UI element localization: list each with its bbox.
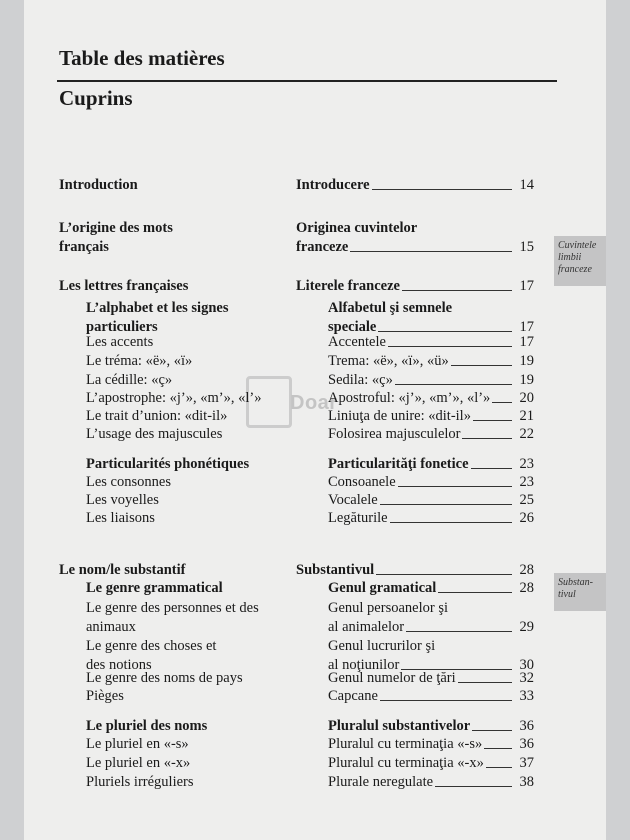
- toc-entry-ro-line[interactable]: [328, 688, 534, 705]
- toc-entry-fr: Le pluriel en «-s»: [86, 736, 189, 752]
- toc-entry-ro-text: Vocalele: [328, 492, 378, 508]
- toc-entry-ro-line[interactable]: [328, 492, 534, 509]
- leader-line: [473, 419, 512, 421]
- leader-line: [472, 729, 512, 731]
- toc-entry-ro-text: Folosirea majusculelor: [328, 426, 461, 442]
- toc-entry-ro-text: Sedila: «ç»: [328, 372, 393, 388]
- toc-entry-ro-line[interactable]: [328, 372, 534, 389]
- toc-entry-ro-text: al noţiunilor: [328, 657, 400, 673]
- side-tab-line: Substan-: [558, 577, 593, 588]
- toc-entry-fr: Le trait d’union: «dit-il»: [86, 408, 228, 424]
- leader-line: [451, 364, 512, 366]
- toc-entry-ro-line[interactable]: [296, 177, 534, 194]
- page-number: 29: [519, 619, 534, 635]
- toc-entry-ro-text: Trema: «ë», «ï», «ü»: [328, 353, 449, 369]
- toc-row: [0, 510, 630, 530]
- watermark-text: Doar: [290, 392, 338, 414]
- toc-entry-ro-line[interactable]: [328, 755, 534, 772]
- toc-entry-fr: Le tréma: «ë», «ï»: [86, 353, 193, 369]
- toc-entry-ro-text: Literele franceze: [296, 278, 400, 294]
- toc-entry-fr-cont: des notions: [86, 657, 152, 673]
- page-number: 36: [519, 718, 534, 734]
- toc-entry-fr: L’origine des mots: [59, 220, 173, 236]
- toc-row: [0, 736, 630, 756]
- toc-entry-ro-line[interactable]: [328, 353, 534, 370]
- leader-line: [350, 250, 512, 252]
- toc-entry-ro-text: Genul gramatical: [328, 580, 437, 596]
- toc-row: [0, 688, 630, 708]
- toc-entry-ro-line[interactable]: [328, 670, 534, 687]
- toc-entry-fr: Le genre grammatical: [86, 580, 223, 596]
- toc-entry-ro-text: speciale: [328, 319, 377, 335]
- page-number: 17: [519, 334, 534, 350]
- toc-entry-ro-text: Pluralul substantivelor: [328, 718, 471, 734]
- toc-entry-ro-text: Particularităţi fonetice: [328, 456, 469, 472]
- page-number: 22: [519, 426, 534, 442]
- page-number: 28: [519, 562, 534, 578]
- page-number: 37: [519, 755, 534, 771]
- page-number: 17: [519, 278, 534, 294]
- toc-entry-ro-line[interactable]: [296, 278, 534, 295]
- toc-entry-ro-text: Genul numelor de ţări: [328, 670, 456, 686]
- toc-entry-fr: Particularités phonétiques: [86, 456, 250, 472]
- leader-line: [380, 699, 512, 701]
- toc-entry-ro-text: Originea cuvintelor: [296, 220, 418, 236]
- leader-line: [438, 591, 512, 593]
- toc-row: [0, 580, 630, 600]
- toc-row: [0, 755, 630, 775]
- leader-line: [435, 785, 512, 787]
- toc-entry-ro-text: Genul lucrurilor şi: [328, 638, 436, 654]
- toc-row: [0, 638, 630, 673]
- toc-entry-ro-line[interactable]: [328, 580, 534, 597]
- toc-row: [0, 300, 630, 335]
- page-number: 19: [519, 372, 534, 388]
- toc-entry-ro: [328, 300, 534, 317]
- toc-row: [0, 474, 630, 494]
- toc-row: [0, 492, 630, 512]
- toc-row: [0, 278, 630, 298]
- leader-line: [486, 766, 512, 768]
- toc-entry-fr: Le pluriel en «-x»: [86, 755, 191, 771]
- toc-row: [0, 372, 630, 392]
- toc-row: [0, 456, 630, 476]
- leader-line: [402, 289, 512, 291]
- toc-entry-fr: Le genre des personnes et des: [86, 600, 259, 616]
- toc-entry-ro-line[interactable]: [328, 510, 534, 527]
- leader-line: [398, 485, 512, 487]
- title-divider: [57, 80, 557, 82]
- page-number: 19: [519, 353, 534, 369]
- leader-line: [462, 437, 512, 439]
- page-number: 26: [519, 510, 534, 526]
- page-number: 28: [519, 580, 534, 596]
- toc-entry-ro-text: Legăturile: [328, 510, 388, 526]
- toc-entry-ro-line[interactable]: [328, 474, 534, 491]
- toc-entry-ro-text: al animalelor: [328, 619, 405, 635]
- toc-entry-fr: Les liaisons: [86, 510, 155, 526]
- side-tab-line: limbii: [558, 252, 582, 263]
- toc-entry-ro-line[interactable]: [328, 736, 534, 753]
- toc-entry-fr-cont: animaux: [86, 619, 136, 635]
- toc-entry-ro-line[interactable]: [328, 408, 534, 425]
- toc-entry-ro-line[interactable]: [328, 718, 534, 735]
- toc-entry-ro-text: Liniuţa de unire: «dit-il»: [328, 408, 471, 424]
- toc-entry-ro-text: Alfabetul şi semnele: [328, 300, 453, 316]
- page-number: 23: [519, 474, 534, 490]
- toc-entry-fr: Les lettres françaises: [59, 278, 189, 294]
- toc-entry-ro-text: Substantivul: [296, 562, 375, 578]
- toc-entry-ro-line[interactable]: [296, 239, 534, 256]
- leader-line: [378, 330, 512, 332]
- toc-entry-fr: Le pluriel des noms: [86, 718, 208, 734]
- toc-entry-fr-cont: particuliers: [86, 319, 158, 335]
- toc-entry-ro-line[interactable]: [328, 456, 534, 473]
- toc-entry-fr: Les accents: [86, 334, 154, 350]
- page-number: 21: [519, 408, 534, 424]
- toc-entry-ro-text: Consoanele: [328, 474, 396, 490]
- leader-line: [380, 503, 512, 505]
- toc-entry-ro-text: Genul persoanelor şi: [328, 600, 448, 616]
- toc-entry-fr: L’apostrophe: «j’», «m’», «l’»: [86, 390, 262, 406]
- toc-row: [0, 600, 630, 635]
- toc-entry-fr: Pluriels irréguliers: [86, 774, 194, 790]
- toc-entry-ro-text: franceze: [296, 239, 349, 255]
- toc-entry-fr: Pièges: [86, 688, 124, 704]
- toc-entry-ro-text: Introducere: [296, 177, 370, 193]
- leader-line: [492, 401, 512, 403]
- toc-row: [0, 426, 630, 446]
- toc-entry-ro-line[interactable]: [328, 619, 534, 636]
- toc-entry-ro: [328, 638, 534, 655]
- toc-entry-fr: Le genre des noms de pays: [86, 670, 243, 686]
- toc-row: [0, 718, 630, 738]
- page-number: 25: [519, 492, 534, 508]
- side-tab-line: franceze: [558, 264, 592, 275]
- toc-entry-fr: L’alphabet et les signes: [86, 300, 229, 316]
- toc-row: [0, 177, 630, 197]
- toc-row: [0, 334, 630, 354]
- page-number: 14: [519, 177, 534, 193]
- toc-row: [0, 408, 630, 428]
- page-title-fr: Table des matières: [59, 46, 225, 70]
- toc-entry-ro-text: Accentele: [328, 334, 386, 350]
- toc-row: [0, 353, 630, 373]
- page-number: 36: [519, 736, 534, 752]
- leader-line: [458, 681, 512, 683]
- toc-entry-ro-text: Pluralul cu terminaţia «-x»: [328, 755, 484, 771]
- toc-entry-fr: Le genre des choses et: [86, 638, 217, 654]
- side-tab-line: tivul: [558, 589, 576, 600]
- page-number: 33: [519, 688, 534, 704]
- page-number: 20: [519, 390, 534, 406]
- toc-row: [0, 670, 630, 690]
- toc-entry-ro-line[interactable]: [296, 562, 534, 579]
- toc-entry-ro-line[interactable]: [328, 426, 534, 443]
- leader-line: [390, 521, 512, 523]
- toc-entry-fr: La cédille: «ç»: [86, 372, 173, 388]
- leader-line: [395, 383, 512, 385]
- toc-entry-ro-text: Apostroful: «j’», «m’», «l’»: [328, 390, 491, 406]
- page-number: 32: [519, 670, 534, 686]
- page-number: 23: [519, 456, 534, 472]
- page-number: 15: [519, 239, 534, 255]
- toc-entry-ro-text: Plurale neregulate: [328, 774, 434, 790]
- leader-line: [372, 188, 512, 190]
- toc-entry-fr-cont: français: [59, 239, 109, 255]
- page-number: 17: [519, 319, 534, 335]
- page-title-ro: Cuprins: [59, 86, 133, 110]
- leader-line: [471, 467, 512, 469]
- toc-entry-ro-line[interactable]: [328, 334, 534, 351]
- toc-entry-ro-text: Pluralul cu terminaţia «-s»: [328, 736, 483, 752]
- toc-entry-ro: [296, 220, 534, 237]
- toc-entry-fr: L’usage des majuscules: [86, 426, 223, 442]
- side-tab-line: Cuvintele: [558, 240, 597, 251]
- toc-entry-ro-line[interactable]: [328, 774, 534, 791]
- leader-line: [388, 345, 512, 347]
- leader-line: [406, 630, 512, 632]
- toc-row: [0, 774, 630, 794]
- toc-entry-ro-text: Capcane: [328, 688, 378, 704]
- toc-entry-fr: Les voyelles: [86, 492, 159, 508]
- toc-row: [0, 562, 630, 582]
- toc-entry-ro-line[interactable]: [328, 390, 534, 407]
- page-number: 30: [519, 657, 534, 673]
- leader-line: [484, 747, 512, 749]
- toc-entry-fr: Introduction: [59, 177, 138, 193]
- toc-row: [0, 390, 630, 410]
- toc-entry-fr: Les consonnes: [86, 474, 171, 490]
- leader-line: [376, 573, 512, 575]
- toc-entry-ro: [328, 600, 534, 617]
- toc-entry-fr: Le nom/le substantif: [59, 562, 186, 578]
- page-number: 38: [519, 774, 534, 790]
